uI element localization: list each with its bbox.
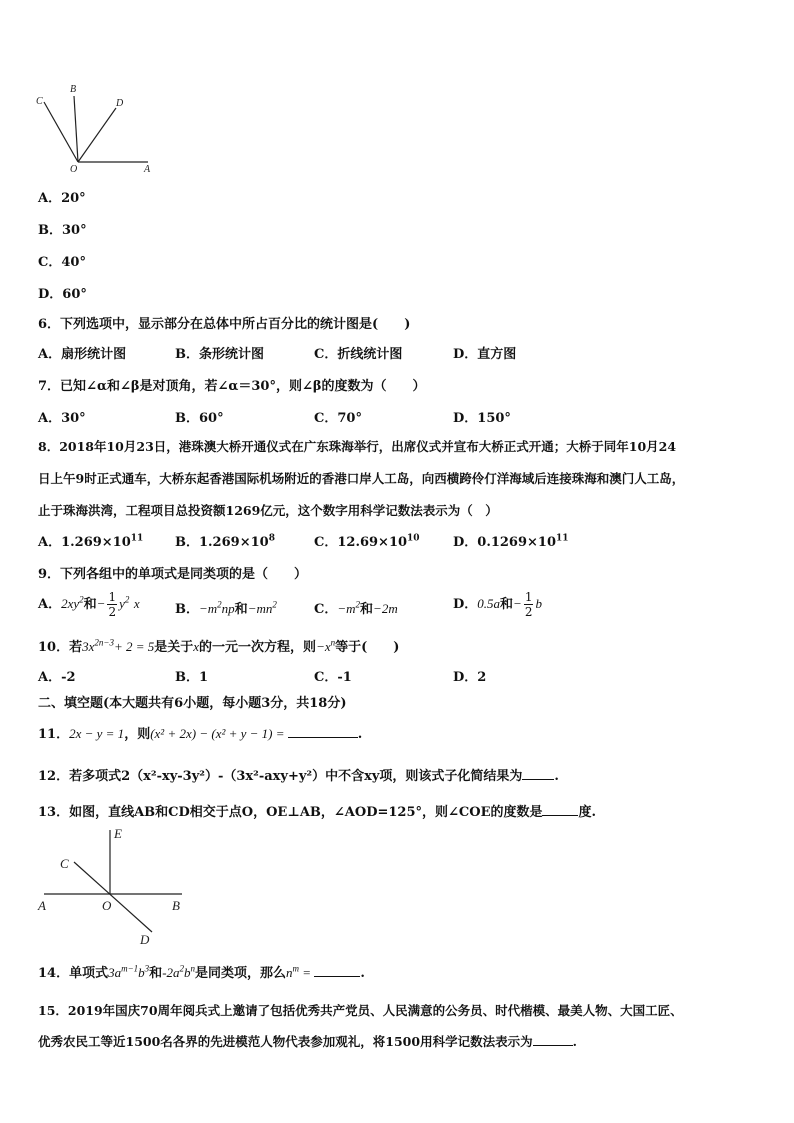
- ray-od: [78, 108, 116, 162]
- label-e: E: [114, 826, 122, 841]
- q9-option-c: C．$-m^2$和−2m: [314, 599, 398, 617]
- q8-line-1: 8．2018年10月23日，港珠澳大桥开通仪式在广东珠海举行，出席仪式并宣布大桥正式开通；大桥于同年10月24: [38, 439, 677, 454]
- q7-option-b: B．60°: [175, 411, 224, 426]
- q10-option-c: C．-1: [314, 670, 352, 685]
- q9-option-a: A．$2xy^2$和− $\frac{1}{2}$ $y^2$ x: [38, 590, 140, 619]
- q15-answer-blank[interactable]: [533, 1045, 573, 1046]
- q12-stem: 12．若多项式2（x²-xy-3y²）-（3x²-axy+y²）中不含xy项，则该式子化简结果为 .: [38, 769, 559, 784]
- q5-option-b: B．30°: [38, 223, 87, 238]
- q5-option-a: A．20°: [38, 191, 86, 206]
- q12-answer-blank[interactable]: [522, 779, 554, 780]
- label-o: O: [102, 898, 112, 913]
- q8-option-a: A．$1.269\times 10^{11}$: [38, 533, 144, 550]
- ray-oc: [44, 102, 78, 162]
- q10-option-a: A．-2: [38, 670, 76, 685]
- q10-option-b: B．1: [175, 670, 209, 685]
- q7-option-c: C．70°: [314, 411, 362, 426]
- q10-option-d: D．2: [453, 670, 487, 685]
- section-fill-in-heading: 二、填空题(本大题共有6小题，每小题3分，共18分): [38, 696, 347, 711]
- q10-stem: 10．若$3x^{2n-3}+ 2 = 5$是关于x的一元一次方程，则$-x^n$等于( ): [38, 637, 400, 655]
- q6-option-c: C．折线统计图: [314, 347, 403, 362]
- q6-stem: 6．下列选项中，显示部分在总体中所占百分比的统计图是( ): [38, 317, 411, 332]
- q8-option-d: D．$0.1269\times 10^{11}$: [453, 533, 569, 550]
- ray-ob: [74, 96, 78, 162]
- q8-option-b: B．$1.269\times 10^8$: [175, 533, 275, 550]
- q9-option-d: D．0.5a和− $\frac{1}{2}$ b: [453, 590, 542, 619]
- q14-stem: 14．单项式$3a^{m-1}b^3$和$-2a^2b^n$是同类项，那么$n^m$ = .: [38, 963, 365, 981]
- line-cd: [74, 862, 152, 932]
- q6-option-a: A．扇形统计图: [38, 347, 127, 362]
- q9-stem: 9．下列各组中的单项式是同类项的是（ ）: [38, 567, 308, 582]
- q5-option-c: C．40°: [38, 255, 86, 270]
- q13-answer-blank[interactable]: [542, 815, 578, 816]
- intersecting-lines-figure: [32, 824, 192, 948]
- label-a: A: [38, 898, 46, 913]
- label-b: B: [172, 898, 180, 913]
- q8-option-c: C．$12.69\times 10^{10}$: [314, 533, 420, 550]
- q11-answer-blank[interactable]: [288, 737, 358, 738]
- q6-option-d: D．直方图: [453, 347, 517, 362]
- label-c: C: [36, 96, 43, 107]
- q7-option-a: A．30°: [38, 411, 86, 426]
- label-d: D: [140, 932, 150, 947]
- q13-stem: 13．如图，直线AB和CD相交于点O，OE⊥AB，∠AOD=125°，则∠COE的度数是 度.: [38, 805, 597, 820]
- q11-stem: 11．2x − y = 1，则(x² + 2x) − (x² + y − 1) = .: [38, 726, 363, 742]
- label-a: A: [144, 164, 151, 175]
- q15-line-1: 15．2019年国庆70周年阅兵式上邀请了包括优秀共产党员、人民满意的公务员、时代楷模、最美人物、大国工匠、: [38, 1003, 683, 1018]
- q5-option-d: D．60°: [38, 287, 87, 302]
- angle-figure-1: [30, 80, 160, 180]
- label-c: C: [60, 856, 69, 871]
- q9-option-b: B．$-m^2np$和$-mn^2$: [175, 599, 277, 617]
- q7-option-d: D．150°: [453, 411, 511, 426]
- q7-stem: 7．已知∠α和∠β是对顶角，若∠α＝30°，则∠β的度数为（ ）: [38, 379, 426, 394]
- label-b: B: [70, 84, 77, 95]
- label-d: D: [116, 98, 124, 109]
- q8-line-3: 止于珠海洪湾，工程项目总投资额1269亿元，这个数字用科学记数法表示为（ ）: [38, 503, 498, 518]
- q8-line-2: 日上午9时正式通车，大桥东起香港国际机场附近的香港口岸人工岛，向西横跨伶仃洋海域后连接珠海和澳门人工岛，: [38, 471, 685, 486]
- q14-answer-blank[interactable]: [314, 976, 360, 977]
- q6-option-b: B．条形统计图: [175, 347, 264, 362]
- q15-line-2: 优秀农民工等近1500名各界的先进模范人物代表参加观礼，将1500用科学记数法表示为 .: [38, 1034, 577, 1049]
- label-o: O: [70, 164, 78, 175]
